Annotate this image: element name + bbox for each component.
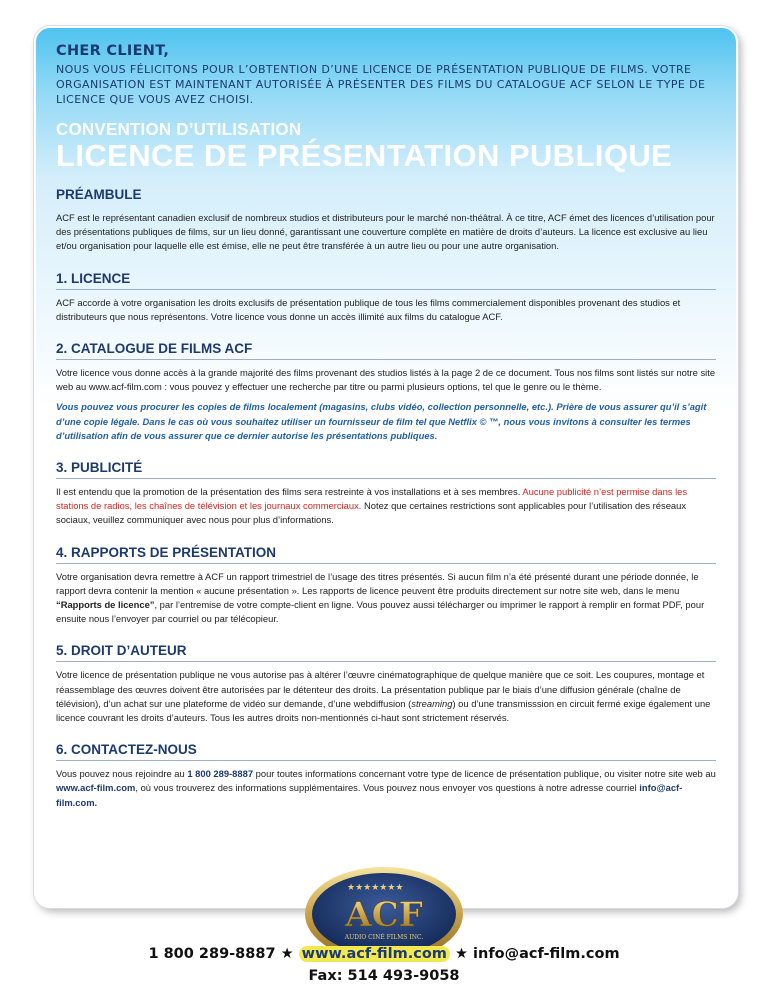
section-5-text-before: Votre licence de présentation publique ne vous autorise pas à altérer l’œuvre cinématographique de quelque manière que ce soit. Les coupures, montage et réassemblage des œuvres doivent être autorisées par le détenteur des droits. La présentation publique par le biais d’une diffusion générale (chaîne de télévision), d’un achat sur une plateforme de vidéo sur demande, d’une webdiffusion ( bbox=[56, 669, 705, 709]
logo-subtext: AUDIO CINÉ FILMS INC. bbox=[344, 934, 424, 941]
star-icon: ★ bbox=[454, 946, 468, 962]
contact-email-link[interactable]: info@acf-film.com. bbox=[56, 782, 683, 808]
intro-text: NOUS VOUS FÉLICITONS POUR L’OBTENTION D’UNE LICENCE DE PRÉSENTATION PUBLIQUE DE FILMS. VOTRE ORGANISATION EST MAINTENANT AUTORISÉE À PRÉSENTER DES FILMS DU CATALOGUE ACF SELON LE TYPE DE LICENCE QUE VOUS AVEZ CHOISI. bbox=[56, 63, 706, 106]
section-6-header bbox=[56, 742, 716, 761]
section-1-text: ACF accorde à votre organisation les droits exclusifs de présentation publique de tous les films commercialement disponibles provenant des studios et distributeurs que nous représentons. Votre licence vous donne un accès illimité aux films du catalogue ACF. bbox=[56, 296, 681, 322]
section-2-highlight: Vous pouvez vous procurer les copies de films localement (magasins, clubs vidéo, collection personnelle, etc.). Prière de vous assurer qu’il s’agit d’une copie légale. Dans le cas où vous souhaitez utiliser un fournisseur de film tel que Netflix © ™, nous vous invitons à consulter les termes d’utilisation afin de vous assurer que ce dernier autorise les présentations publiques. bbox=[56, 401, 707, 441]
section-1-heading: 1. LICENCE bbox=[56, 270, 131, 286]
section-4-heading: 4. RAPPORTS DE PRÉSENTATION bbox=[56, 544, 277, 560]
section-6-t1: Vous pouvez nous rejoindre au bbox=[56, 768, 188, 780]
section-3-text-before: Il est entendu que la promotion de la présentation des films sera restreinte à vos installations et à ses membres. bbox=[56, 486, 523, 498]
section-3-heading: 3. PUBLICITÉ bbox=[56, 460, 143, 476]
section-4-header bbox=[56, 545, 716, 564]
star-icon: ★ bbox=[280, 946, 294, 962]
footer-phone[interactable]: 1 800 289-8887 bbox=[148, 946, 276, 962]
section-6-text bbox=[56, 767, 716, 810]
section-1-header bbox=[56, 271, 716, 290]
section-4-text-after: , par l’entremise de votre compte-client en ligne. Vous pouvez aussi télécharger ou imprimer le rapport à remplir en format PDF, pour ensuite nous l’envoyer par courriel ou par télécopieur. bbox=[56, 599, 705, 625]
section-5-header bbox=[56, 643, 716, 662]
document-content bbox=[56, 43, 716, 810]
preamble-text: ACF est le représentant canadien exclusif de nombreux studios et distributeurs pour le marché non-théâtral. À ce titre, ACF émet des licences d’utilisation pour des présentations publiques de films, sur un lieu donné, garantissant une couverture complète en matière de droits d’auteurs. La licence est exclusive au lieu et/ou organisation pour laquelle elle est émise, elle ne peut être transférée à un autre lieu ou pour une autre organisation. bbox=[56, 212, 715, 252]
section-4-menu-name: “Rapports de licence” bbox=[56, 599, 155, 611]
footer-website-link[interactable]: www.acf-film.com bbox=[299, 946, 450, 962]
footer-contact-line bbox=[0, 946, 768, 962]
section-2-text: Votre licence vous donne accès à la grande majorité des films provenant des studios listés à la page 2 de ce document. Tous nos films sont listés sur notre site web au www.acf-film.com : vous pouvez y effectuer une recherche par titre ou parmi plusieurs options, tel que le genre ou le thème. bbox=[56, 367, 716, 393]
section-3-header bbox=[56, 460, 716, 479]
document-title: LICENCE DE PRÉSENTATION PUBLIQUE bbox=[56, 138, 673, 173]
footer-fax: Fax: 514 493-9058 bbox=[308, 968, 460, 984]
section-4-text bbox=[56, 570, 716, 627]
convention-label: CONVENTION D’UTILISATION bbox=[56, 119, 302, 140]
section-3-text bbox=[56, 485, 716, 528]
greeting: CHER CLIENT, bbox=[56, 43, 170, 59]
section-3-text-after: Notez que certaines restrictions sont applicables pour l’utilisation des réseaux sociaux, veuillez communiquer avec nous pour plus d’informations. bbox=[56, 500, 687, 526]
section-4-text-before: Votre organisation devra remettre à ACF un rapport trimestriel de l’usage des titres présentés. Si aucun film n’a été présenté durant une période donnée, le rapport devra contenir la mention « aucune présentation ». Les rapports de licence peuvent être produits directement sur notre site web, dans le menu bbox=[56, 570, 699, 596]
footer-email-link[interactable]: info@acf-film.com bbox=[473, 946, 620, 962]
logo-stars bbox=[347, 883, 403, 893]
section-2-heading: 2. CATALOGUE DE FILMS ACF bbox=[56, 341, 253, 357]
section-5-heading: 5. DROIT D’AUTEUR bbox=[56, 643, 187, 659]
contact-website-link[interactable]: www.acf-film.com bbox=[56, 782, 136, 794]
section-6-heading: 6. CONTACTEZ-NOUS bbox=[56, 742, 197, 758]
section-5-text-after: ) ou d’une transmisssion en circuit fermé exige également une licence couvrant les droits d’auteurs. Tous les autres droits non-mentionnés ci-haut sont strictement réservés. bbox=[56, 697, 711, 724]
contact-phone-link[interactable]: 1 800 289-8887 bbox=[187, 768, 254, 780]
section-6-t3: , où vous trouverez des informations supplémentaires. Vous pouvez nous envoyer vos questions à notre adresse courriel bbox=[135, 782, 640, 794]
section-5-text bbox=[56, 668, 716, 725]
preamble-heading: PRÉAMBULE bbox=[56, 187, 142, 202]
logo-text: ACF bbox=[345, 895, 423, 935]
svg-text:★★★★★★★: ★★★★★★★ bbox=[347, 883, 404, 893]
preamble-header bbox=[56, 187, 716, 205]
section-3-warning: Aucune publicité n’est permise dans les stations de radios, les chaînes de télévision et les journaux commerciaux. bbox=[56, 486, 688, 512]
section-6-t2: pour toutes informations concernant votre type de licence de présentation publique, ou visiter notre site web au bbox=[253, 768, 716, 780]
section-5-streaming: streaming bbox=[411, 697, 453, 709]
section-2-header bbox=[56, 341, 716, 360]
